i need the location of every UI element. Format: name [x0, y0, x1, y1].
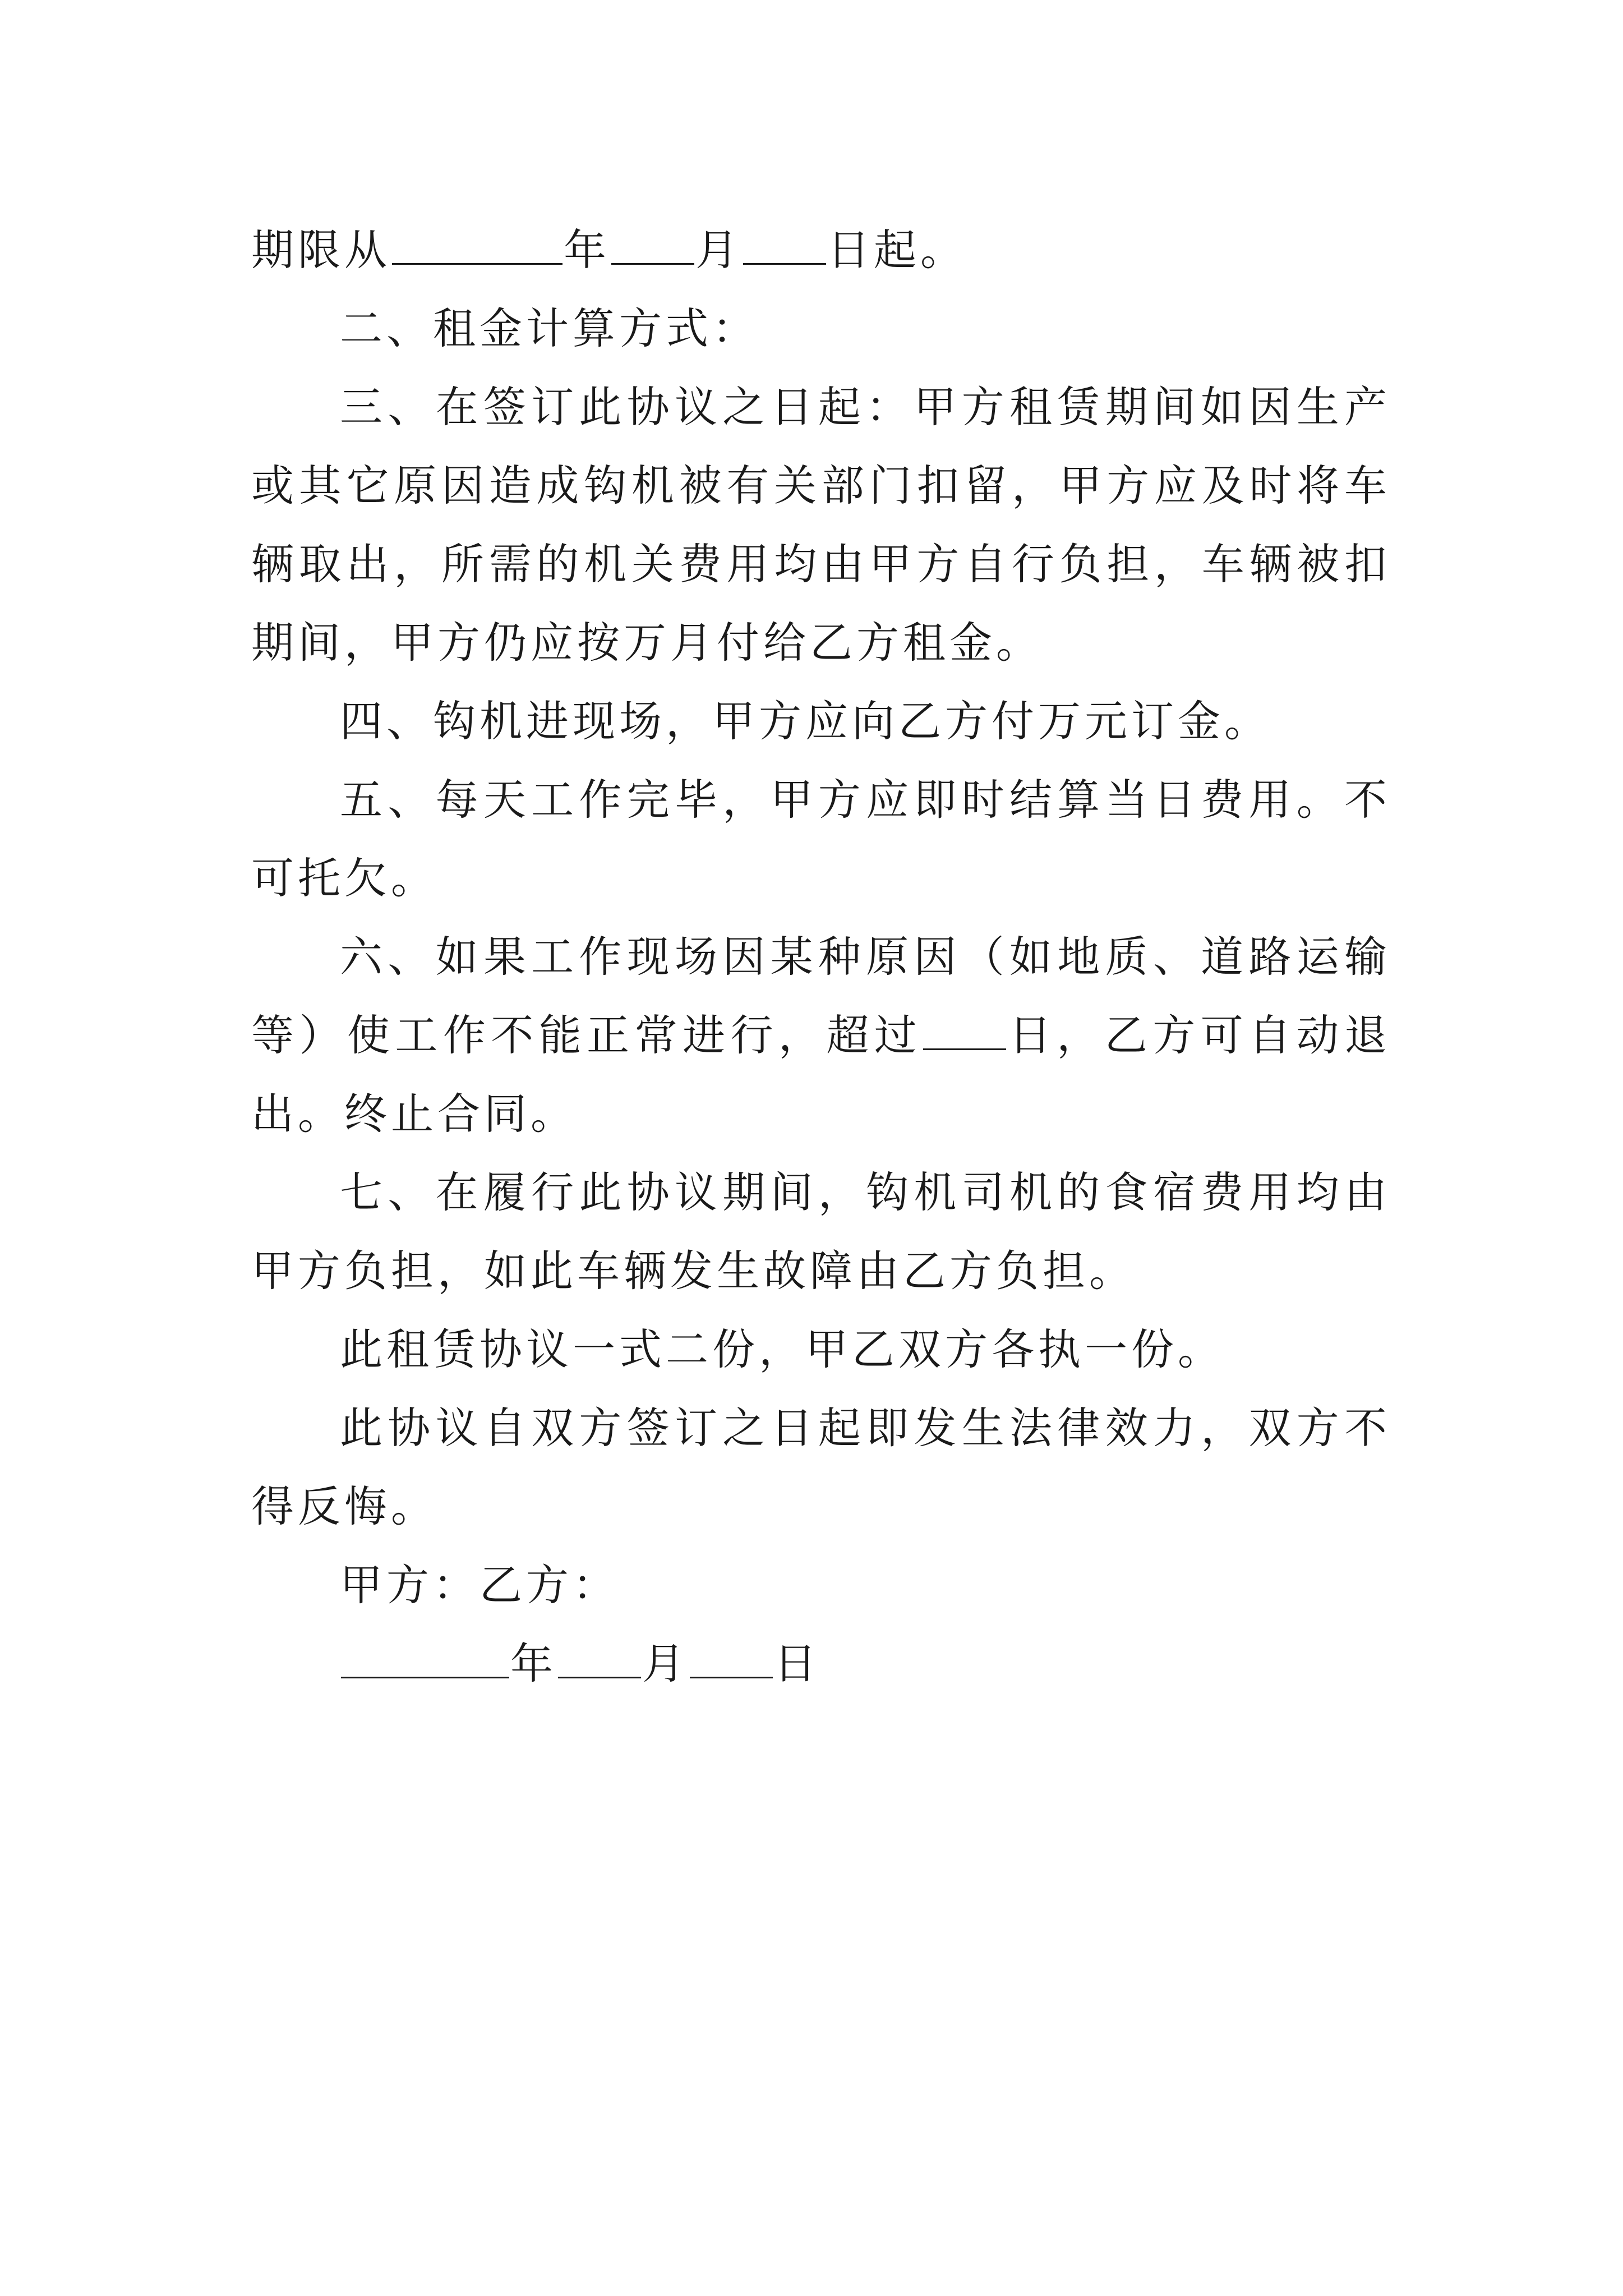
date-month-label: 月	[642, 1639, 689, 1688]
date-line	[251, 1625, 1391, 1703]
signature-day-blank	[690, 1640, 773, 1678]
period-suffix: 日起。	[827, 225, 967, 275]
clause-5: 五、每天工作完毕，甲方应即时结算当日费用。不可托欠。	[251, 775, 1391, 903]
period-year-label: 年	[564, 225, 610, 275]
clause-2: 二、租金计算方式：	[340, 303, 759, 353]
period-line	[251, 211, 1391, 289]
clause-6-part1: 六、如果工作现场因某种原因（如地质、道路运输等）使工作不能正常进行，超过	[251, 932, 1391, 1060]
signature-month-blank	[558, 1640, 641, 1678]
clause-6-part2: 日，乙方可自动退出。终止合同。	[251, 1010, 1391, 1139]
period-month-label: 月	[695, 225, 742, 275]
signature-line: 甲方：乙方：	[340, 1560, 619, 1610]
day-blank	[743, 226, 826, 265]
clause-4: 四、钩机进现场，甲方应向乙方付万元订金。	[340, 696, 1271, 746]
effect-clause: 此协议自双方签订之日起即发生法律效力，双方不得反悔。	[251, 1403, 1391, 1531]
date-year-label: 年	[510, 1639, 557, 1688]
month-blank	[611, 226, 694, 265]
clause-6	[251, 918, 1391, 1153]
clause-3: 三、在签订此协议之日起：甲方租赁期间如因生产或其它原因造成钩机被有关部门扣留，甲方应及时将车辆取出，所需的机关费用均由甲方自行负担，车辆被扣期间，甲方仍应按万月付给乙方租金。	[251, 382, 1391, 668]
copies-clause: 此租赁协议一式二份，甲乙双方各执一份。	[340, 1324, 1224, 1374]
date-day-label: 日	[774, 1639, 820, 1688]
days-blank	[923, 1011, 1006, 1050]
period-prefix: 期限从	[251, 225, 391, 275]
signature-year-blank	[341, 1640, 509, 1678]
document-body	[251, 211, 1391, 1703]
year-blank	[392, 226, 562, 265]
clause-7: 七、在履行此协议期间，钩机司机的食宿费用均由甲方负担，如此车辆发生故障由乙方负担。	[251, 1167, 1391, 1296]
